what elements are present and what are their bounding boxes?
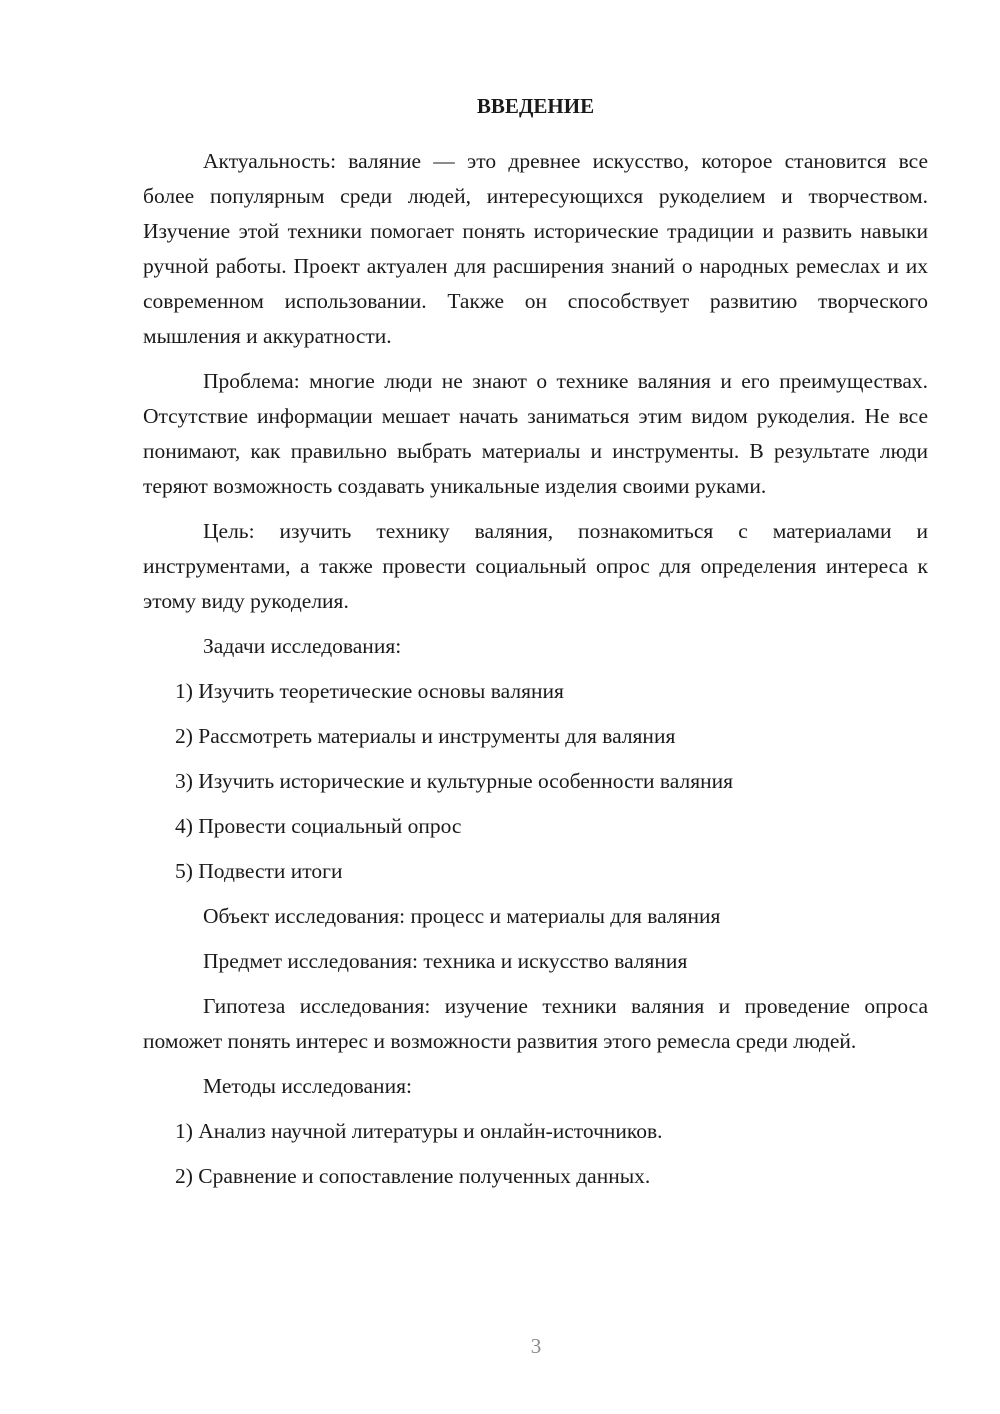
research-object: Объект исследования: процесс и материалы для валяния (203, 904, 721, 928)
task-item: 4) Провести социальный опрос (175, 814, 462, 838)
goal-paragraph: Цель: изучить технику валяния, познакомиться с материалами и инструментами, а также провести социальный опрос для определения интереса к этому виду рукоделия. (143, 519, 928, 613)
task-item: 3) Изучить исторические и культурные особенности валяния (175, 769, 734, 793)
document-page (143, 92, 928, 1204)
task-item: 2) Рассмотреть материалы и инструменты для валяния (175, 724, 676, 748)
task-item: 5) Подвести итоги (175, 859, 343, 883)
methods-heading: Методы исследования: (203, 1074, 412, 1098)
hypothesis-paragraph: Гипотеза исследования: изучение техники валяния и проведение опроса поможет понять интерес и возможности развития этого ремесла среди людей. (143, 994, 928, 1053)
task-item: 1) Изучить теоретические основы валяния (175, 679, 564, 703)
problem-paragraph: Проблема: многие люди не знают о технике валяния и его преимуществах. Отсутствие информации мешает начать заниматься этим видом рукоделия. Не все понимают, как правильно выбрать материалы и инструменты. В результате люди теряют возможность создавать уникальные изделия своими руками. (143, 369, 928, 498)
research-subject: Предмет исследования: техника и искусство валяния (203, 949, 688, 973)
document-title: ВВЕДЕНИЕ (476, 94, 595, 118)
relevance-paragraph: Актуальность: валяние — это древнее искусство, которое становится все более популярным среди людей, интересующихся рукоделием и творчеством. Изучение этой техники помогает понять исторические традиции и развить навыки ручной работы. Проект актуален для расширения знаний о народных ремеслах и их современном использовании. Также он способствует развитию творческого мышления и аккуратности. (143, 149, 928, 348)
method-item: 2) Сравнение и сопоставление полученных данных. (175, 1164, 651, 1188)
method-item: 1) Анализ научной литературы и онлайн-источников. (175, 1119, 663, 1143)
tasks-heading: Задачи исследования: (203, 634, 402, 658)
page-number: 3 (530, 1334, 542, 1358)
